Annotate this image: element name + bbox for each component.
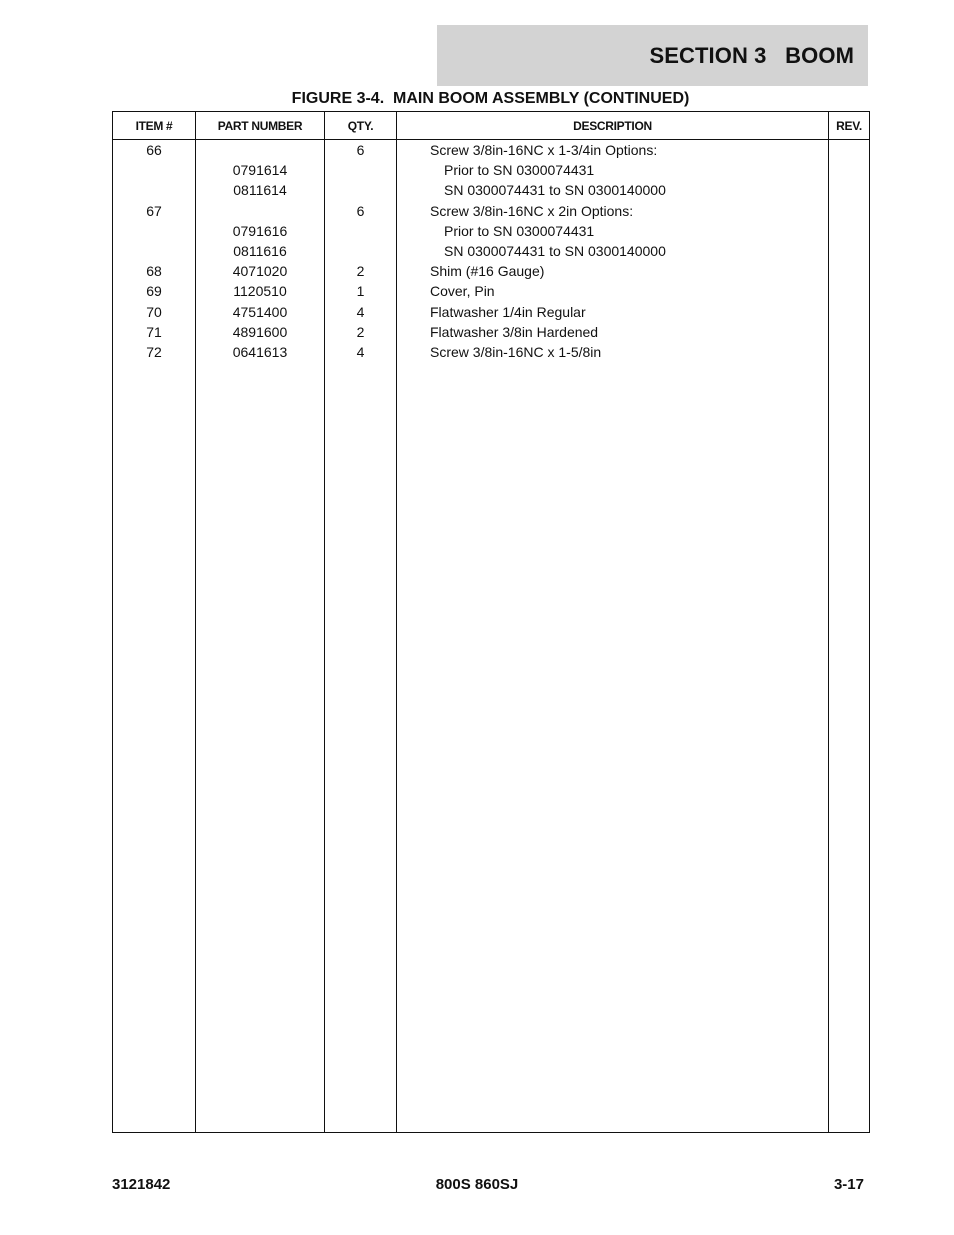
quantity: 6 — [356, 142, 365, 158]
part-number: 1120510 — [233, 283, 287, 300]
part-number: 0811614 — [233, 182, 287, 199]
quantity: 2 — [356, 323, 365, 340]
quantity: 1 — [356, 283, 365, 300]
part-number: 4071020 — [232, 263, 288, 280]
part-number: 0641613 — [232, 343, 288, 360]
table-row — [113, 221, 869, 241]
item-number: 71 — [146, 323, 162, 340]
footer-document-number: 3121842 — [112, 1176, 171, 1193]
quantity: 4 — [356, 303, 365, 320]
column-header-description: DESCRIPTION — [573, 118, 652, 133]
description: Prior to SN 0300074431 — [444, 162, 595, 179]
part-number: 4751400 — [232, 303, 288, 320]
section-title: SECTION 3 BOOM — [649, 42, 854, 68]
part-number: 0791614 — [232, 162, 288, 179]
footer-page-number: 3-17 — [833, 1176, 864, 1193]
table-body — [113, 140, 869, 362]
table-row — [113, 261, 869, 281]
item-number: 72 — [146, 343, 162, 360]
quantity: 2 — [356, 263, 365, 280]
description: Shim (#16 Gauge) — [430, 263, 545, 280]
item-number: 67 — [146, 202, 162, 219]
footer-model: 800S 860SJ — [435, 1176, 519, 1193]
parts-table — [112, 111, 870, 1133]
description: SN 0300074431 to SN 0300140000 — [444, 182, 666, 199]
column-header-qty: QTY. — [347, 118, 374, 133]
description: Screw 3/8in-16NC x 1-3/4in Options: — [430, 142, 658, 158]
table-row — [113, 322, 869, 342]
description: Prior to SN 0300074431 — [444, 222, 595, 239]
description: Screw 3/8in-16NC x 2in Options: — [430, 202, 634, 219]
part-number: 4891600 — [232, 323, 288, 340]
item-number: 66 — [146, 142, 162, 158]
item-number: 68 — [146, 263, 162, 280]
item-number: 70 — [146, 303, 162, 320]
description: SN 0300074431 to SN 0300140000 — [444, 242, 666, 259]
section-banner — [437, 25, 868, 86]
table-row — [113, 302, 869, 322]
column-header-part-number: PART NUMBER — [217, 118, 303, 133]
table-row — [113, 140, 869, 160]
description: Cover, Pin — [430, 283, 495, 300]
table-row — [113, 342, 869, 362]
quantity: 6 — [356, 202, 365, 219]
quantity: 4 — [356, 343, 365, 360]
description: Flatwasher 3/8in Hardened — [430, 323, 599, 340]
table-row — [113, 180, 869, 200]
figure-title: FIGURE 3-4. MAIN BOOM ASSEMBLY (CONTINUED) — [291, 90, 690, 107]
part-number: 0811616 — [233, 242, 287, 259]
column-header-rev: REV. — [836, 118, 862, 133]
table-row — [113, 201, 869, 221]
table-row — [113, 241, 869, 261]
table-row — [113, 281, 869, 301]
description: Screw 3/8in-16NC x 1-5/8in — [430, 343, 602, 360]
column-header-item: ITEM # — [135, 118, 173, 133]
description: Flatwasher 1/4in Regular — [430, 303, 586, 320]
table-row — [113, 160, 869, 180]
part-number: 0791616 — [232, 222, 288, 239]
item-number: 69 — [146, 283, 162, 300]
